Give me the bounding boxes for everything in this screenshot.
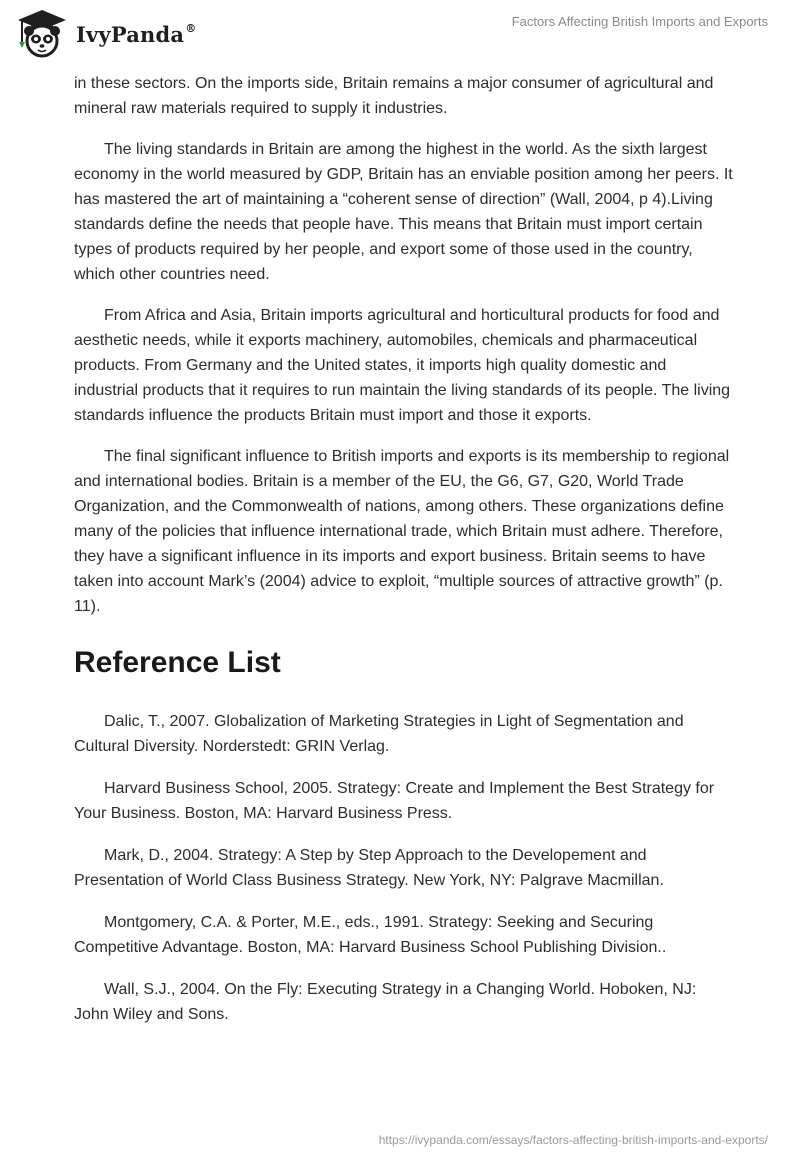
body-paragraph: in these sectors. On the imports side, Britain remains a major consumer of agricultural and mineral raw materials required to supply it industries. <box>74 75 714 117</box>
registered-mark: ® <box>185 21 197 35</box>
reference-item: Wall, S.J., 2004. On the Fly: Executing Strategy in a Changing World. Hoboken, NJ: John Wiley and Sons. <box>74 981 697 1023</box>
ivypanda-logo[interactable] <box>14 8 196 60</box>
reference-item: Mark, D., 2004. Strategy: A Step by Step Approach to the Developement and Presentation of World Class Business Strategy. New York, NY: Palgrave Macmillan. <box>74 847 664 889</box>
page-header <box>0 0 800 66</box>
reference-item: Harvard Business School, 2005. Strategy: Create and Implement the Best Strategy for Your Business. Boston, MA: Harvard Business Press. <box>74 780 715 822</box>
logo-wordmark: IvyPanda® <box>76 21 197 47</box>
body-paragraph: The living standards in Britain are among the highest in the world. As the sixth largest economy in the world measured by GDP, Britain has an enviable position among her peers. It has mastered the art of maintaining a “coherent sense of direction” (Wall, 2004, p 4).Living standards define the needs that people have. This means that Britain must import certain types of products required by her people, and export some of those used in the country, which other countries need. <box>74 141 733 283</box>
body-paragraph: From Africa and Asia, Britain imports agricultural and horticultural products for food and aesthetic needs, while it exports machinery, automobiles, chemicals and pharmaceutical products. From Germany and the United states, it imports high quality domestic and industrial products that it requires to run maintain the living standards of its people. The living standards influence the products Britain must import and those it exports. <box>74 307 731 424</box>
reference-item: Dalic, T., 2007. Globalization of Marketing Strategies in Light of Segmentation and Cultural Diversity. Norderstedt: GRIN Verlag. <box>74 713 684 755</box>
reference-list-heading: Reference List <box>74 646 281 679</box>
panda-graduation-icon <box>14 8 70 60</box>
source-url[interactable]: https://ivypanda.com/essays/factors-affecting-british-imports-and-exports/ <box>378 1133 768 1147</box>
essay-content <box>74 71 734 1044</box>
document-title: Factors Affecting British Imports and Exports <box>511 14 768 29</box>
reference-item: Montgomery, C.A. & Porter, M.E., eds., 1991. Strategy: Seeking and Securing Competitive Advantage. Boston, MA: Harvard Business School Publishing Division.. <box>74 914 667 956</box>
body-paragraph: The final significant influence to British imports and exports is its membership to regional and international bodies. Britain is a member of the EU, the G6, G7, G20, World Trade Organization, and the Commonwealth of nations, among others. These organizations define many of the policies that influence international trade, which Britain must adhere. Therefore, they have a significant influence in its imports and export business. Britain seems to have taken into account Mark’s (2004) advice to exploit, “multiple sources of attractive growth” (p. 11). <box>74 448 730 615</box>
